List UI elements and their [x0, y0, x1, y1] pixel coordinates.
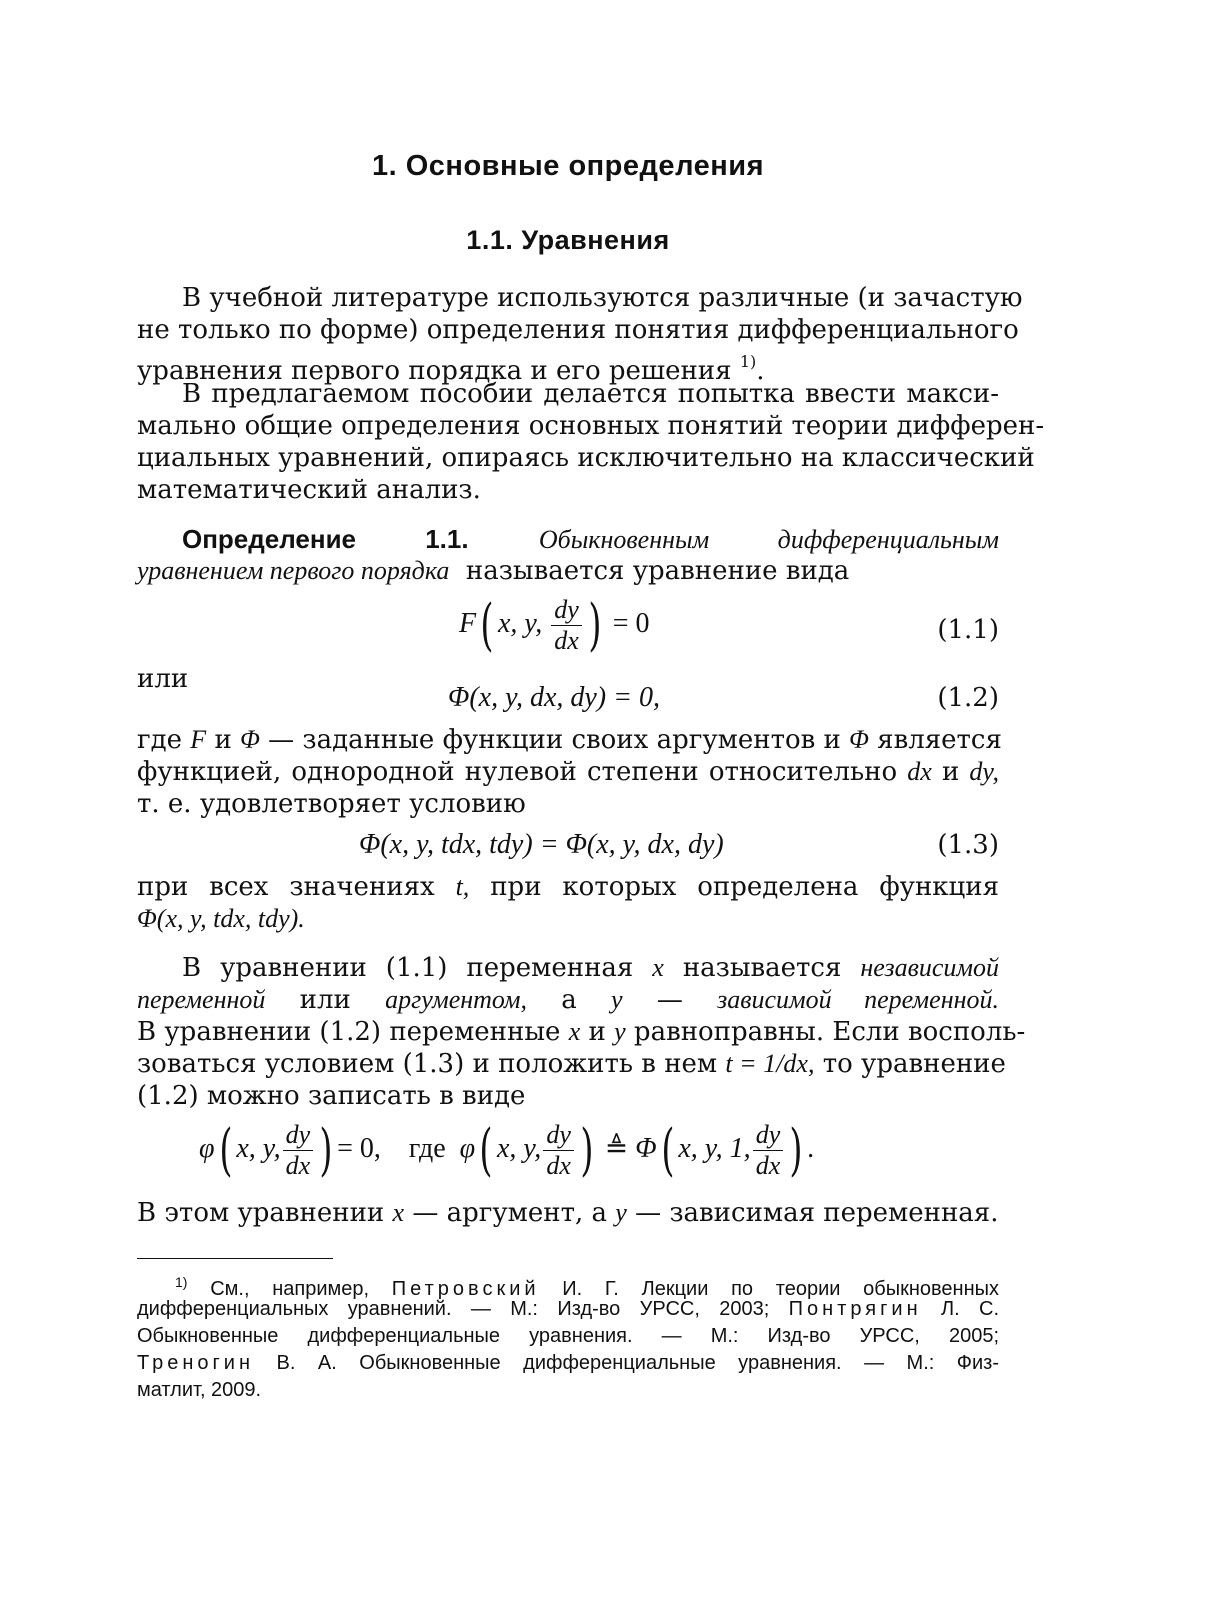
eq1-fraction	[551, 595, 582, 656]
fn-l2-a: дифференциальных уравнений. — М.: Изд-во УРСС, 2003;	[137, 1298, 770, 1320]
eq4-rparen-2: )	[580, 1117, 594, 1183]
p2-line-3: циальных уравнений, опираясь исключительно на классический	[137, 443, 1035, 473]
p2-line-1: В предлагаемом пособии делается попытка ввести макси-	[182, 379, 999, 409]
fn-author-1: Петровский	[391, 1278, 540, 1300]
p4-t: t,	[455, 872, 470, 901]
p5-line-5: (1.2) можно записать в виде	[137, 1081, 526, 1111]
p5-l2-b: а	[561, 985, 577, 1015]
footnote-line-2	[137, 1295, 999, 1323]
p5-line-2	[137, 983, 999, 1017]
p3-line-1	[137, 723, 1002, 757]
footnote-line-5: матлит, 2009.	[137, 1379, 262, 1401]
eq4-eq0: = 0,	[337, 1132, 381, 1164]
subsection-title: 1.1. Уравнения	[466, 225, 670, 255]
eq4-lparen-3: (	[660, 1117, 675, 1183]
section-title: 1. Основные определения	[372, 150, 764, 182]
p5-l2-a: или	[299, 985, 351, 1015]
p1-line-3-text: уравнения первого порядка и его решения	[137, 356, 732, 386]
p5-line-4	[137, 1047, 1006, 1081]
eq1-number: (1.1)	[937, 615, 999, 645]
p2-line-2: мально общие определения основных понятий теории дифферен-	[137, 411, 1045, 441]
fn-l2-b: Л. С.	[940, 1298, 1000, 1320]
p5-l3-a: В уравнении (1.2) переменные	[137, 1017, 561, 1047]
p2-line-4: математический анализ.	[137, 475, 481, 505]
p6-a: В этом уравнении	[137, 1198, 385, 1228]
p3-l2-b: и	[941, 757, 960, 787]
p5-l3-b: и	[588, 1017, 606, 1047]
p6-x: x	[392, 1198, 405, 1227]
equation-1-1	[459, 592, 650, 658]
p5-l3-c: равноправны. Если восполь-	[633, 1017, 1026, 1047]
eq1-rhs: = 0	[612, 607, 650, 639]
p5-l1-a: В уравнении (1.1) переменная	[182, 953, 634, 983]
eq4-frac-1	[283, 1120, 314, 1181]
eq4-phi-2: φ	[459, 1132, 476, 1164]
definition-term-1: Обыкновенным дифференциальным	[538, 525, 999, 554]
p5-x: x	[652, 953, 664, 982]
p3-line-3: т. е. удовлетворяет условию	[137, 789, 526, 819]
eq1-rparen: )	[588, 592, 602, 658]
p6-b: — аргумент, а	[412, 1198, 608, 1228]
p5-l2-it1: переменной	[137, 985, 266, 1014]
p3-dx: dx	[907, 757, 932, 786]
p5-line-1	[137, 951, 999, 985]
eq4-end: .	[807, 1132, 815, 1164]
fn-author-3: Треногин	[137, 1352, 255, 1374]
definition-term-2: уравнением первого порядка	[137, 556, 450, 585]
p6-c: — зависимая переменная.	[635, 1198, 999, 1228]
p5-l2-c: —	[656, 985, 683, 1015]
definition-label: Определение 1.1.	[182, 524, 469, 554]
p3-line-2	[137, 755, 999, 789]
p3-l1-d: является	[877, 725, 1002, 755]
p5-l2-it2: аргументом,	[385, 985, 528, 1014]
footnote-ref[interactable]: 1)	[739, 352, 757, 371]
eq4-lparen-2: (	[479, 1117, 493, 1183]
eq1-den: dx	[554, 626, 579, 655]
or-word: или	[137, 664, 189, 694]
p5-l4-a: зоваться условием (1.3) и положить в нем	[137, 1049, 718, 1079]
eq4-rparen-3: )	[789, 1117, 803, 1183]
eq4-args-3: x, y, 1,	[678, 1132, 751, 1164]
p3-l1-c: — заданные функции своих аргументов и	[268, 725, 841, 755]
definition-rest: называется уравнение вида	[465, 556, 850, 586]
fn-author-2: Понтрягин	[788, 1298, 922, 1320]
footnote-line-3: Обыкновенные дифференциальные уравнения. — М.: Изд-во УРСС, 2005;	[137, 1325, 999, 1347]
eq2-number: (1.2)	[937, 683, 999, 713]
p3-Phi-2: Φ	[849, 725, 869, 754]
p4-line-1	[137, 870, 999, 904]
p3-dy: dy,	[969, 757, 1000, 786]
footnote-mark: 1)	[175, 1274, 188, 1290]
p4-l1-a: при всех значениях	[137, 872, 435, 902]
p6-line	[137, 1196, 998, 1230]
eq1-lparen: (	[480, 592, 494, 658]
p5-l1-it: независимой	[860, 953, 1000, 982]
p3-l2-a: функцией, однородной нулевой степени относительно	[137, 757, 898, 787]
eq1-num: dy	[551, 595, 582, 626]
eq4-num-1: dy	[283, 1120, 314, 1151]
p5-l1-b: называется	[682, 953, 842, 983]
p5-l2-it3: зависимой переменной.	[717, 985, 999, 1014]
p6-y: y	[615, 1198, 627, 1227]
eq4-phi: φ	[199, 1132, 215, 1164]
equation-1-3: Φ(x, y, tdx, tdy) = Φ(x, y, dx, dy)	[359, 829, 724, 860]
fn-l1-b: И. Г. Лекции по теории обыкновенных	[562, 1278, 1000, 1300]
fn-l1-a: См., например,	[210, 1278, 370, 1300]
eq3-number: (1.3)	[937, 830, 999, 860]
p5-y: y	[611, 985, 623, 1014]
eq4-num-3: dy	[753, 1120, 784, 1151]
p1-line-1: В учебной литературе используются различные (и зачастую	[182, 283, 1023, 313]
eq1-lhs: F	[459, 607, 477, 639]
eq4-args-2: x, y,	[497, 1132, 542, 1164]
p3-l1-a: где	[137, 725, 183, 755]
p3-F: F	[190, 725, 207, 754]
eq4-Phi: Φ	[635, 1132, 657, 1164]
fn-l4-b: В. А. Обыкновенные дифференциальные уравнения. — М.: Физ-	[276, 1352, 999, 1374]
eq4-defeq: ≜	[604, 1132, 629, 1164]
p3-Phi: Φ	[240, 725, 260, 754]
p5-y2: y	[614, 1017, 626, 1046]
eq4-den-1: dx	[285, 1151, 311, 1180]
equation-phi	[199, 1117, 815, 1183]
eq4-lparen-1: (	[218, 1117, 232, 1183]
footnote-rule	[137, 1258, 333, 1259]
definition-line-2	[137, 554, 849, 588]
definition-line-1	[137, 522, 999, 557]
eq4-den-2: dx	[546, 1151, 571, 1180]
p3-l1-b: и	[214, 725, 232, 755]
p1-line-2: не только по форме) определения понятия дифференциального	[137, 315, 1019, 345]
eq4-rparen-1: )	[319, 1117, 333, 1183]
p4-l1-b: при которых определена функция	[490, 872, 999, 902]
p1-end: .	[756, 356, 765, 386]
eq4-args: x, y,	[236, 1132, 281, 1164]
eq4-den-3: dx	[755, 1151, 781, 1180]
p5-line-3	[137, 1015, 1026, 1049]
p5-l4-b: то уравнение	[822, 1049, 1006, 1079]
eq4-where: где	[408, 1132, 446, 1164]
p5-x2: x	[568, 1017, 581, 1046]
eq1-args: x, y,	[497, 607, 543, 639]
p4-line-2: Φ(x, y, tdx, tdy).	[137, 904, 305, 933]
equation-1-2: Φ(x, y, dx, dy) = 0,	[448, 682, 661, 713]
p5-t-eq: t = 1/dx,	[725, 1049, 815, 1078]
eq4-frac-3	[753, 1120, 784, 1181]
footnote-line-4	[137, 1349, 999, 1377]
eq4-frac-2	[543, 1120, 574, 1181]
eq4-num-2: dy	[543, 1120, 574, 1151]
